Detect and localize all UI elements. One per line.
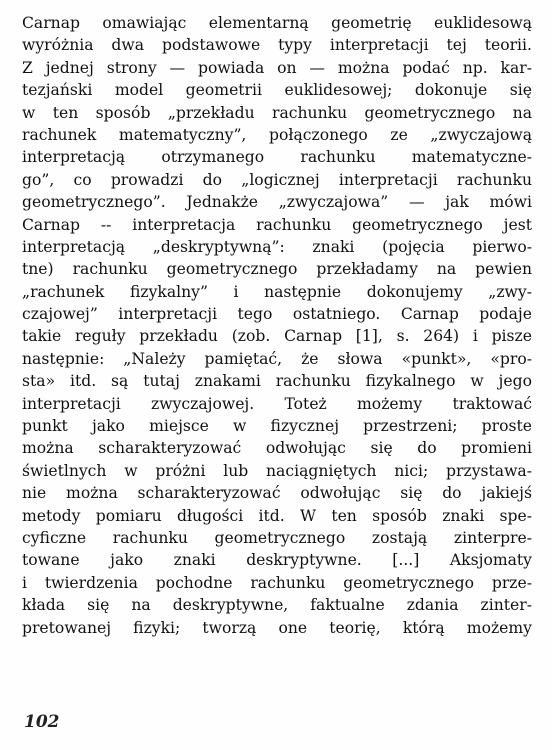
text-line: towane jako znaki deskryptywne. [...] Aksjomaty <box>22 551 532 570</box>
text-line: tezjański model geometrii euklidesowej; dokonuje się <box>22 81 532 100</box>
text-line: sta» itd. są tutaj znakami rachunku fizykalnego w jego <box>22 372 532 391</box>
text-line: punkt jako miejsce w fizycznej przestrzeni; proste <box>22 417 532 436</box>
text-line: czajowej” interpretacji tego ostatniego. Carnap podaje <box>22 305 532 324</box>
text-line: i twierdzenia pochodne rachunku geometrycznego prze- <box>22 573 532 592</box>
text-line: Carnap omawiając elementarną geometrię euklidesową <box>22 14 532 32</box>
text-line: następnie: „Należy pamiętać, że słowa «punkt», «pro- <box>22 349 532 368</box>
text-line: takie reguły przekładu (zob. Carnap [1], s. 264) i pisze <box>22 327 532 346</box>
text-line: nie można scharakteryzować odwołując się do jakiejś <box>22 484 532 503</box>
text-line: interpretacji zwyczajowej. Toteż możemy traktować <box>22 394 532 413</box>
text-line: Carnap -- interpretacja rachunku geometrycznego jest <box>22 215 532 234</box>
text-line: wyróżnia dwa podstawowe typy interpretacji tej teorii. <box>22 36 532 55</box>
text-line: geometrycznego”. Jednakże „zwyczajowa” — jak mówi <box>22 193 532 212</box>
text-line: pretowanej fizyki; tworzą one teorię, którą możemy <box>22 618 532 637</box>
text-line: rachunek matematyczny”, połączonego ze „zwyczajową <box>22 125 532 144</box>
text-line: w ten sposób „przekładu rachunku geometrycznego na <box>22 103 532 122</box>
text-line: interpretacją „deskryptywną”: znaki (pojęcia pierwo- <box>22 237 532 256</box>
text-line: świetlnych w próżni lub naciągniętych nici; przystawa- <box>22 461 532 480</box>
text-line: interpretacją otrzymanego rachunku matematyczne- <box>22 148 532 167</box>
text-line: cyficzne rachunku geometrycznego zostają zinterpre- <box>22 528 532 547</box>
text-line: go”, co prowadzi do „logicznej interpretacji rachunku <box>22 170 532 189</box>
page-number: 102 <box>24 712 60 732</box>
body-text <box>22 12 532 639</box>
text-line: można scharakteryzować odwołując się do promieni <box>22 439 532 458</box>
text-line: „rachunek fizykalny” i następnie dokonujemy „zwy- <box>22 282 532 301</box>
text-line: Z jednej strony — powiada on — można podać np. kar- <box>22 58 532 77</box>
text-line: metody pomiaru długości itd. W ten sposób znaki spe- <box>22 506 532 525</box>
text-line: kłada się na deskryptywne, faktualne zdania zinter- <box>22 596 532 615</box>
text-line: tne) rachunku geometrycznego przekładamy na pewien <box>22 260 532 279</box>
